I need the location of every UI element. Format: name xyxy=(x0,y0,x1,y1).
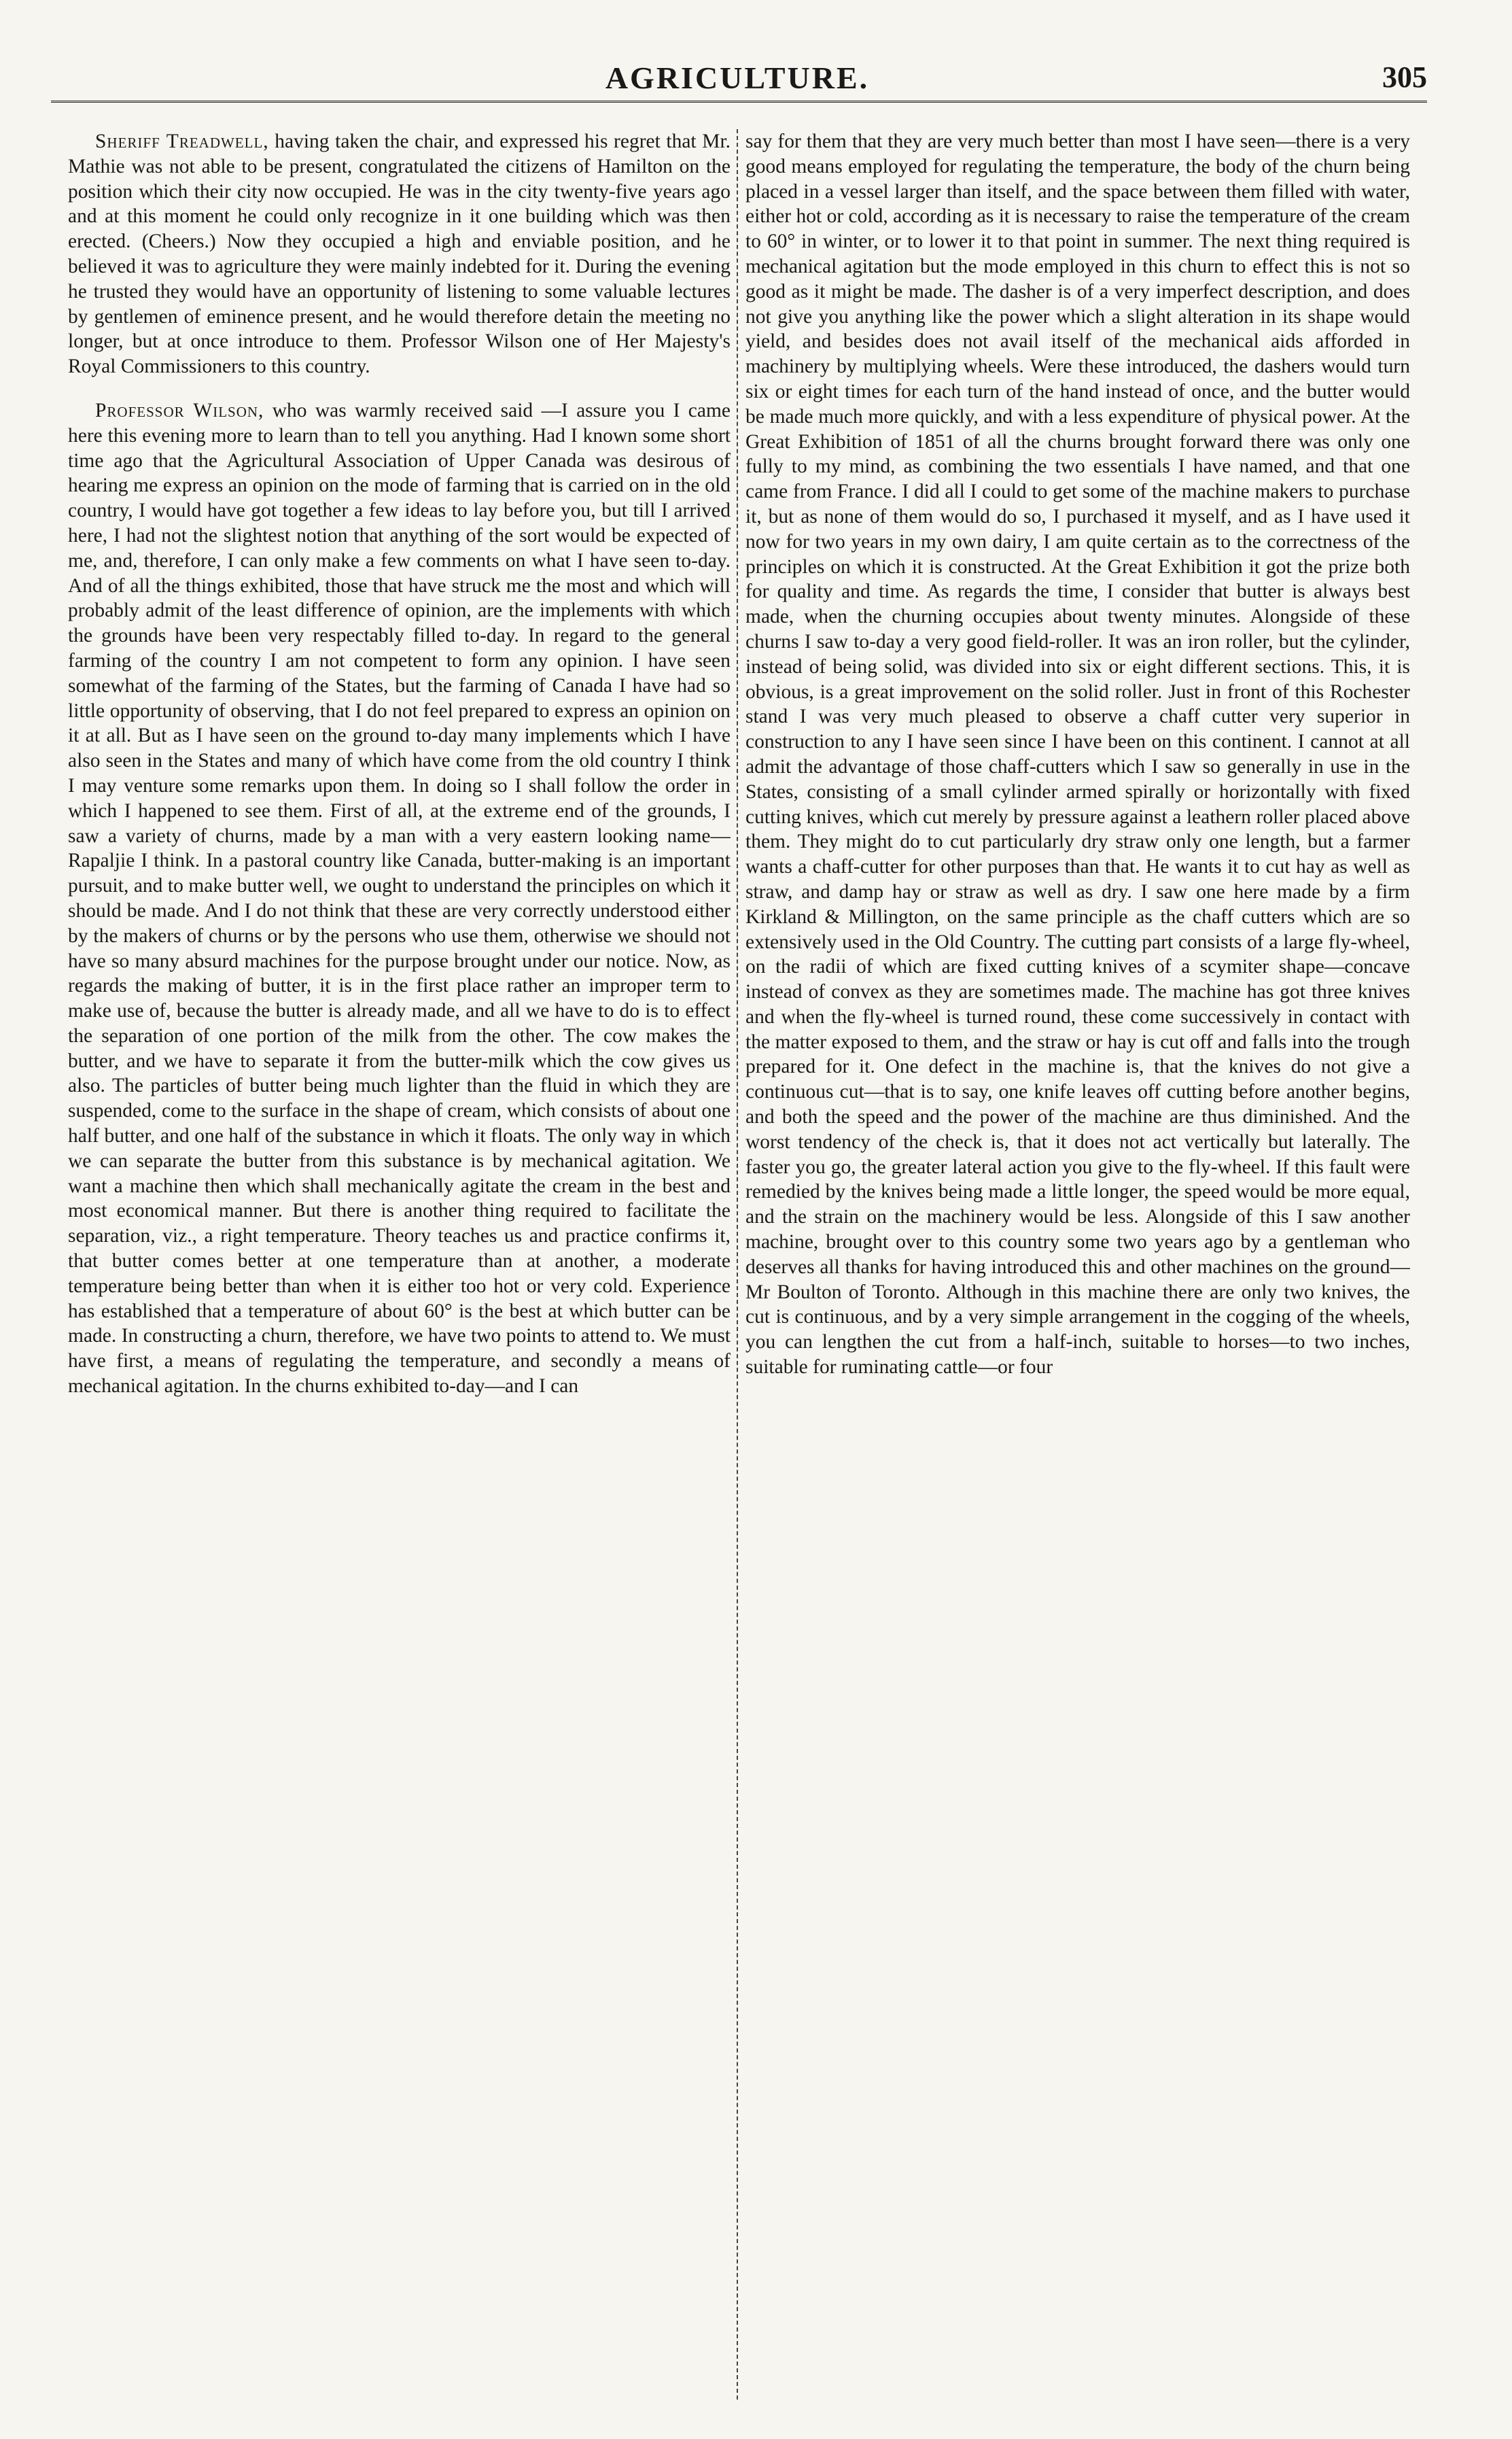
page-header xyxy=(48,56,1427,103)
right-column xyxy=(745,129,1410,2400)
speaker-name: Professor Wilson, xyxy=(95,399,264,421)
paragraph-text: who was warmly received said —I assure you I came here this evening more to learn than to tell you anything. Had I known some short time ago that the Agricultural Association of Upper Canada was desirous of hearing me express an opinion on the mode of farming that is carried on in the old country, I would have got together a few ideas to lay before you, but till I arrived here, I had not the slightest notion that anything of the sort would be expected of me, and, therefore, I can only make a few comments on what I have seen to-day. And of all the things exhibited, those that have struck me the most and which will probably admit of the least difference of opinion, are the implements with which the grounds have been very respectably filled to-day. In regard to the general farming of the country I am not competent to form any opinion. I have seen somewhat of the farming of the States, but the farming of Canada I have had so little opportunity of observing, that I do not feel prepared to express an opinion on it at all. But as I have seen on the ground to-day many implements which I have also seen in the States and many of which have come from the old country I think I may venture some remarks upon them. In doing so I shall follow the order in which I happened to see them. First of all, at the extreme end of the grounds, I saw a variety of churns, made by a man with a very eastern looking name—Rapaljie I think. In a pastoral country like Canada, butter-making is an important pursuit, and to make butter well, we ought to understand the principles on which it should be made. And I do not think that these are very correctly understood either by the makers of churns or by the persons who use them, otherwise we should not have so many absurd machines for the purpose brought under our notice. Now, as regards the making of butter, it is in the first place rather an improper term to make use of, because the butter is already made, and all we have to do is to effect the separation of one portion of the milk from the other. The cow makes the butter, and we have to separate it from the butter-milk which the cow gives us also. The particles of butter being much lighter than the fluid in which they are suspended, come to the surface in the shape of cream, which consists of about one half butter, and one half of the substance in which it floats. The only way in which we can separate the butter from this substance is by mechanical agitation. We want a machine then which shall mechanically agitate the cream in the best and most economical manner. But there is another thing required to facilitate the separation, viz., a right temperature. Theory teaches us and practice confirms it, that butter comes better at one temperature than at another, a moderate temperature being better than when it is either too hot or very cold. Experience has established that a temperature of about 60° is the best at which butter can be made. In constructing a churn, therefore, we have two points to attend to. We must have first, a means of regulating the temperature, and secondly a means of mechanical agitation. In the churns exhibited to-day—and I can xyxy=(68,399,731,1398)
column-divider xyxy=(737,129,738,2400)
paragraph-professor-wilson xyxy=(68,398,731,1399)
paragraph-sheriff-treadwell xyxy=(68,129,731,379)
paragraph-continued: say for them that they are very much better than most I have seen—there is a very good means employed for regulating the temperature, the body of the churn being placed in a vessel larger than itself, and the space between them filled with water, either hot or cold, according as it is necessary to raise the temperature of the cream to 60° in winter, or to lower it to that point in summer. The next thing required is mechanical agitation but the mode employed in this churn to effect this is not so good as it might be made. The dasher is of a very imperfect description, and does not give you anything like the power which a slight alteration in its shape would yield, and besides does not avail itself of the mechanical aids afforded in machinery by multiplying wheels. Were these introduced, the dashers would turn six or eight times for each turn of the hand instead of once, and the butter would be made much more quickly, and with a less expenditure of physical power. At the Great Exhibition of 1851 of all the churns brought forward there was only one fully to my mind, as combining the two essentials I have named, and that one came from France. I did all I could to get some of the machine makers to purchase it, but as none of them would do so, I purchased it myself, and as I have used it now for two years in my own dairy, I am quite certain as to the correctness of the principles on which it is constructed. At the Great Exhibition it got the prize both for quality and time. As regards the time, I consider that butter is always best made, when the churning occupies about twenty minutes. Alongside of these churns I saw to-day a very good field-roller. It was an iron roller, but the cylinder, instead of being solid, was divided into six or eight different sections. This, it is obvious, is a great improvement on the solid roller. Just in front of this Rochester stand I was very much pleased to observe a chaff cutter very superior in construction to any I have seen since I have been on this continent. I cannot at all admit the advantage of those chaff-cutters which I saw so generally in use in the States, consisting of a small cylinder armed spirally or horizontally with fixed cutting knives, which cut merely by pressure against a leathern roller placed above them. They might do to cut particularly dry straw only one length, but a farmer wants a chaff-cutter for other purposes than that. He wants it to cut hay as well as straw, and damp hay or straw as well as dry. I saw one here made by a firm Kirkland & Millington, on the same principle as the chaff cutters which are so extensively used in the Old Country. The cutting part consists of a large fly-wheel, on the radii of which are fixed cutting knives of a scymiter shape—concave instead of convex as they are sometimes made. The machine has got three knives and when the fly-wheel is turned round, these come successively in contact with the matter exposed to them, and the straw or hay is cut off and falls into the trough prepared for it. One defect in the machine is, that the knives do not give a continuous cut—that is to say, one knife leaves off cutting before another begins, and both the speed and the power of the machine are thus diminished. And the worst tendency of the check is, that it does not act vertically but laterally. The faster you go, the greater lateral action you give to the fly-wheel. If this fault were remedied by the knives being made a little longer, the speed would be more equal, and the strain on the machinery would be less. Alongside of this I saw another machine, brought over to this country some two years ago by a gentleman who deserves all thanks for having introduced this and other machines on the ground—Mr Boulton of Toronto. Although in this machine there are only two knives, the cut is continuous, and by a very simple arrangement in the cogging of the wheels, you can lengthen the cut from a half-inch, suitable to horses—to two inches, suitable for ruminating cattle—or four xyxy=(745,131,1410,1379)
left-column xyxy=(68,129,731,2400)
speaker-name: Sheriff Treadwell, xyxy=(95,131,269,152)
page-number: 305 xyxy=(1382,60,1427,94)
header-rule xyxy=(51,101,1427,103)
paragraph-text: having taken the chair, and expressed his regret that Mr. Mathie was not able to be present, congratulated the citizens of Hamilton on the position which their city now occupied. He was in the city twenty-five years ago and at this moment he could only recognize in it one building which was then erected. (Cheers.) Now they occupied a high and enviable position, and he believed it was to agriculture they were mainly indebted for it. During the evening he trusted they would have an opportunity of listening to some valuable lectures by gentlemen of eminence present, and he would therefore detain the meeting no longer, but at once introduce to them. Professor Wilson one of Her Majesty's Royal Commissioners to this country. xyxy=(68,131,731,378)
section-title: AGRICULTURE. xyxy=(605,60,870,95)
